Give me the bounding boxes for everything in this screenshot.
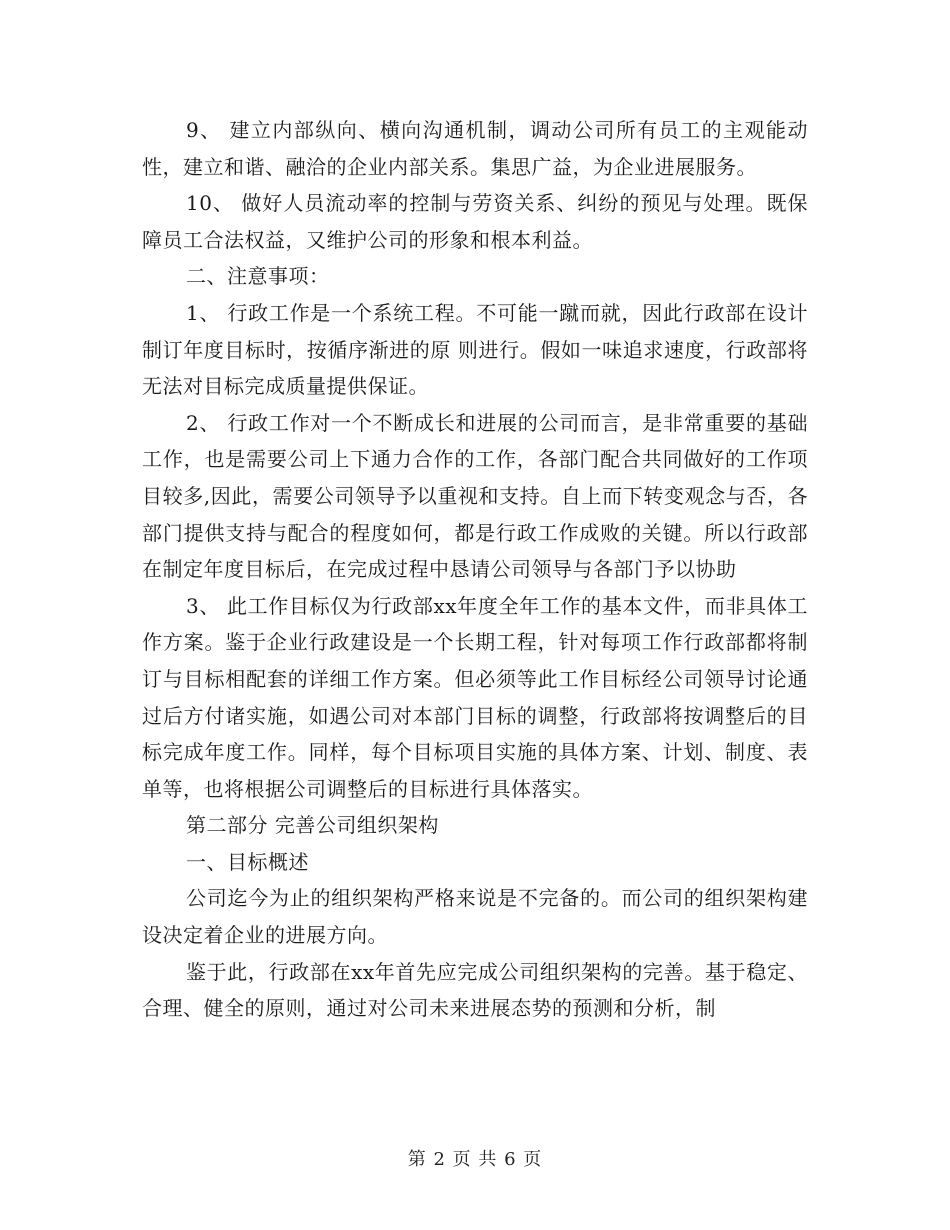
page-footer: 第 2 页 共 6 页 <box>407 1149 543 1170</box>
paragraph-overview-2: 鉴于此，行政部在xx年首先应完成公司组织架构的完善。基于稳定、合理、健全的原则，通过对公司未来进展态势的预测和分析，制 <box>142 959 808 1021</box>
paragraph-item-9: 9、 建立内部纵向、横向沟通机制，调动公司所有员工的主观能动性，建立和谐、融洽的企业内部关系。集思广益，为企业进展服务。 <box>142 118 808 179</box>
paragraph-item-10: 10、 做好人员流动率的控制与劳资关系、纠纷的预见与处理。既保障员工合法权益，又维护公司的形象和根本利益。 <box>142 191 808 252</box>
section-heading-overview: 一、目标概述 <box>186 849 309 874</box>
paragraph-note-2: 2、 行政工作对一个不断成长和进展的公司而言，是非常重要的基础工作，也是需要公司上下通力合作的工作，各部门配合共同做好的工作项目较多,因此，需要公司领导予以重视和支持。自上而下转变观念与否，各部门提供支持与配合的程度如何，都是行政工作成败的关键。所以行政部在制定年度目标后，在完成过程中恳请公司领导与各部门予以协助 <box>142 410 808 582</box>
paragraph-overview-1: 公司迄今为止的组织架构严格来说是不完备的。而公司的组织架构建设决定着企业的进展方向。 <box>142 886 808 948</box>
section-heading-notes: 二、注意事项： <box>186 264 330 289</box>
paragraph-note-1: 1、 行政工作是一个系统工程。不可能一蹴而就，因此行政部在设计制订年度目标时，按循序渐进的原 则进行。假如一味追求速度，行政部将无法对目标完成质量提供保证。 <box>142 300 808 399</box>
document-body <box>142 112 808 1027</box>
part-heading: 第二部分 完善公司组织架构 <box>186 813 439 838</box>
paragraph-note-3: 3、 此工作目标仅为行政部xx年度全年工作的基本文件，而非具体工作方案。鉴于企业行政建设是一个长期工程，针对每项工作行政部都将制订与目标相配套的详细工作方案。但必须等此工作目标经公司领导讨论通过后方付诸实施，如遇公司对本部门目标的调整，行政部将按调整后的目标完成年度工作。同样，每个目标项目实施的具体方案、计划、制度、表单等，也将根据公司调整后的目标进行具体落实。 <box>142 593 808 801</box>
